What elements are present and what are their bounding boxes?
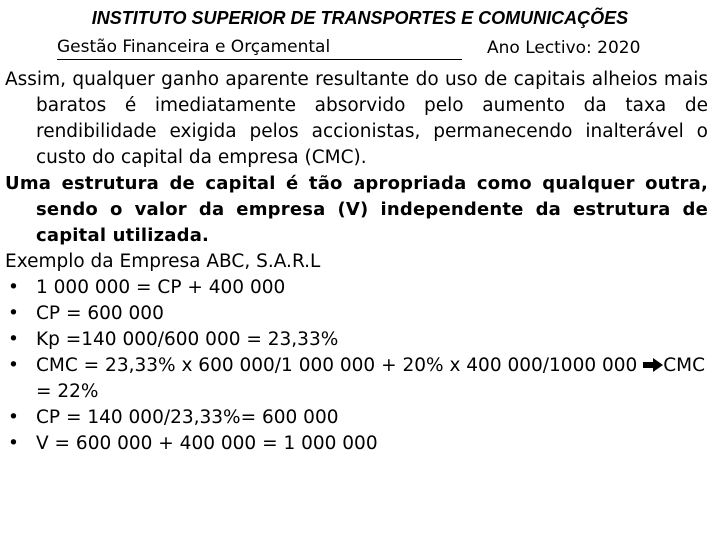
right-arrow-icon xyxy=(643,358,663,372)
bullet-text: V = 600 000 + 400 000 = 1 000 000 xyxy=(36,433,378,454)
bullet-icon: • xyxy=(8,277,19,298)
bullet-text: CMC = 23,33% x 600 000/1 000 000 + 20% x 400 000/1000 000 xyxy=(36,355,638,376)
bullet-text: CP = 600 000 xyxy=(36,303,164,324)
institution-title: INSTITUTO SUPERIOR DE TRANSPORTES E COMUNICAÇÕES xyxy=(91,8,629,28)
slide-content xyxy=(5,67,708,457)
cmc-result: CMC = 22% xyxy=(36,355,705,402)
paragraph-capital-cost: Assim, qualquer ganho aparente resultante do uso de capitais alheios mais baratos é imediatamente absorvido pelo aumento da taxa de rendibilidade exigida pelos accionistas, permanecendo inalterável o custo do capital da empresa (CMC). xyxy=(5,69,708,168)
academic-year: Ano Lectivo: 2020 xyxy=(487,38,641,58)
bullet-text: 1 000 000 = CP + 400 000 xyxy=(36,277,286,298)
bullet-icon: • xyxy=(8,407,19,428)
bullet-icon: • xyxy=(8,433,19,454)
course-name: Gestão Financeira e Orçamental xyxy=(57,35,462,60)
list-item xyxy=(5,431,708,457)
list-item xyxy=(5,327,708,353)
list-item xyxy=(5,275,708,301)
bullet-icon: • xyxy=(8,329,19,350)
paragraph-capital-structure: Uma estrutura de capital é tão apropriada como qualquer outra, sendo o valor da empresa (V) independente da estrutura de capital utilizada. xyxy=(5,173,708,246)
bullet-text: CP = 140 000/23,33%= 600 000 xyxy=(36,407,339,428)
bullet-icon: • xyxy=(8,355,19,376)
list-item xyxy=(5,405,708,431)
calculation-list xyxy=(5,275,708,457)
example-title: Exemplo da Empresa ABC, S.A.R.L xyxy=(5,251,321,272)
list-item xyxy=(5,353,708,405)
bullet-text: Kp =140 000/600 000 = 23,33% xyxy=(36,329,339,350)
list-item xyxy=(5,301,708,327)
header-row xyxy=(0,35,720,61)
bullet-icon: • xyxy=(8,303,19,324)
